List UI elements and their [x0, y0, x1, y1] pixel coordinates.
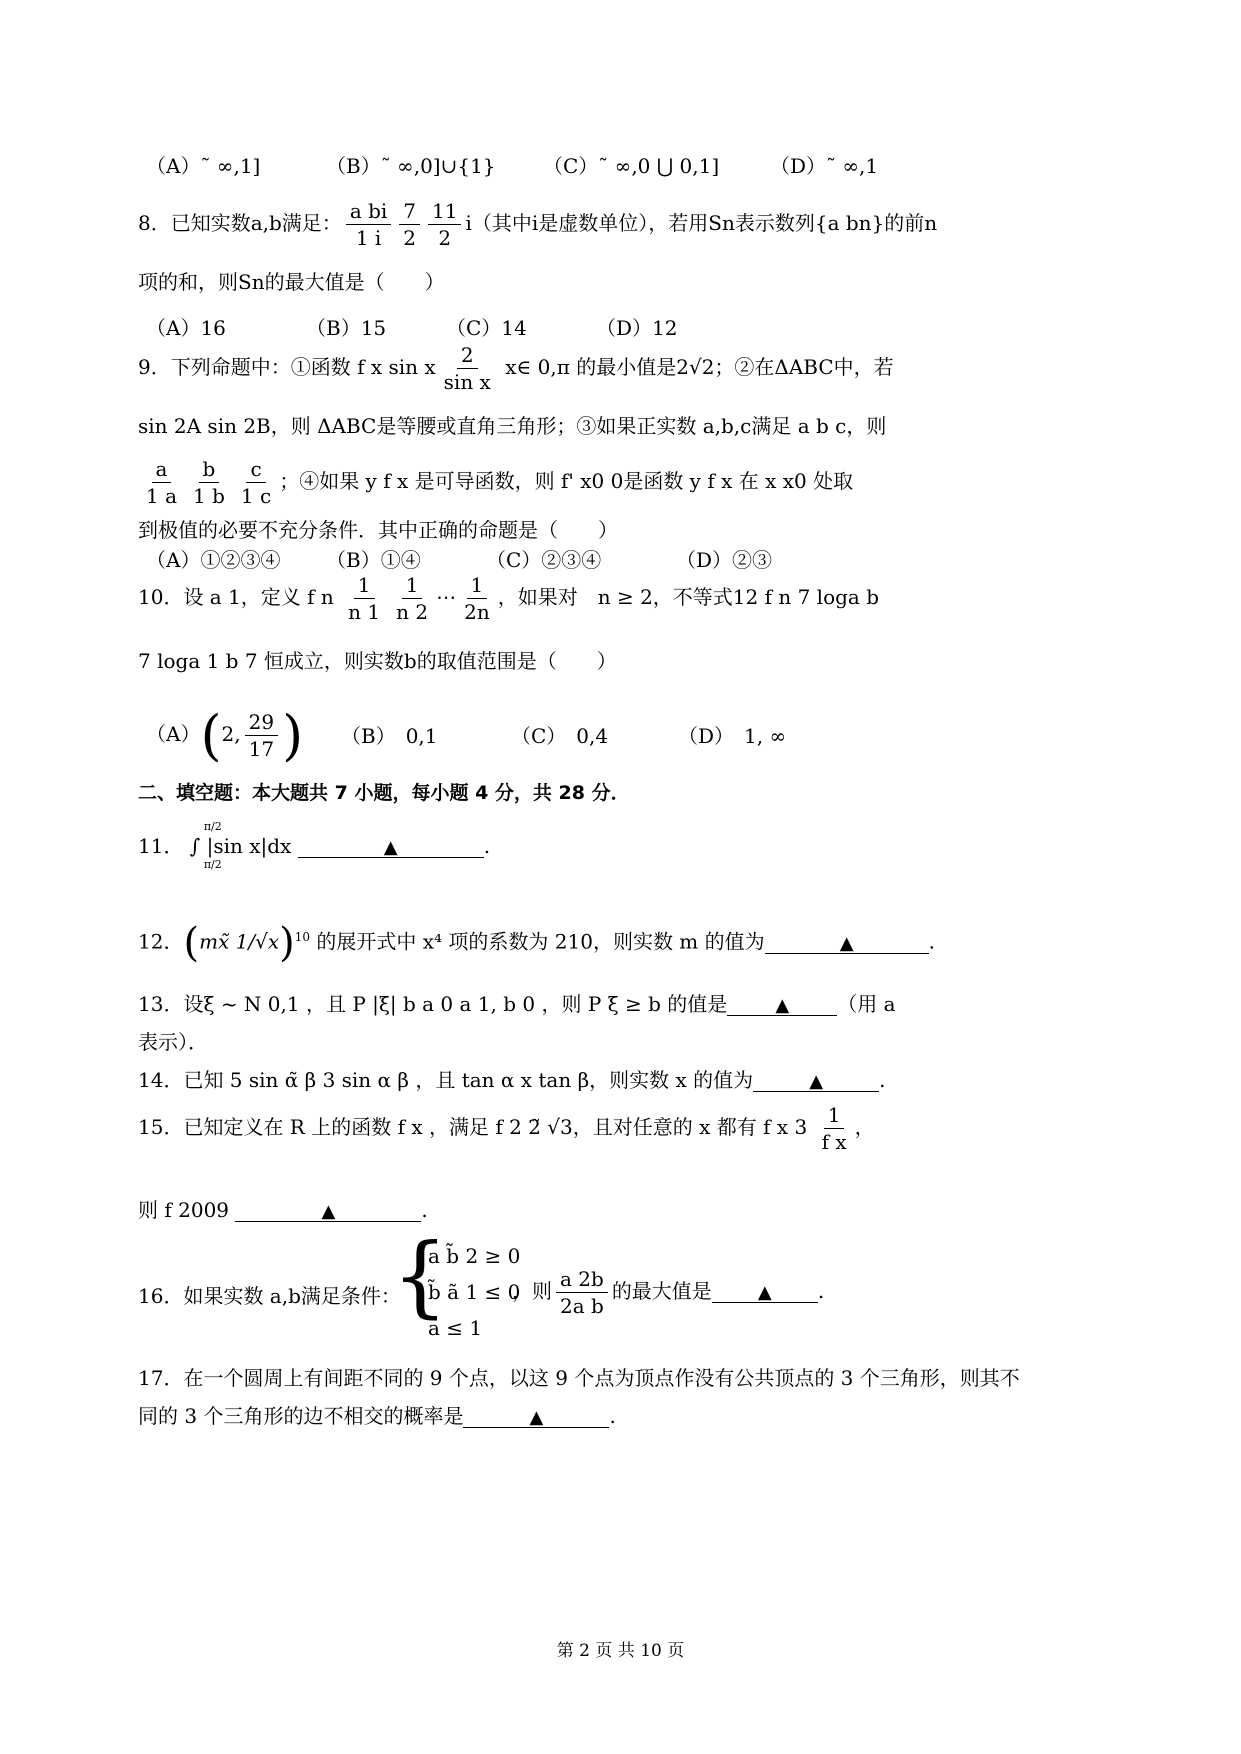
- q7-option-b: （B）˜ ∞,0]∪{1}: [326, 154, 496, 178]
- q8-lhs-fraction: [346, 198, 391, 251]
- q16-frac-den: 2a b: [560, 1294, 604, 1318]
- q9-f2-den: 1 b: [193, 484, 225, 508]
- q14-end: .: [879, 1068, 886, 1092]
- q10-option-a-den: 17: [248, 737, 275, 761]
- q12-end: .: [928, 929, 935, 954]
- question-15: [138, 1102, 875, 1155]
- question-16: 16．如果实数 a,b满足条件：: [138, 1284, 401, 1308]
- q15-triangle: ▲: [321, 1201, 336, 1222]
- q17-end: .: [609, 1404, 616, 1428]
- q16-system: [428, 1238, 520, 1346]
- q9-f1-den: 1 a: [146, 484, 178, 508]
- q8-option-d: （D）12: [596, 316, 678, 340]
- question-17: 17．在一个圆周上有间距不同的 9 个点，以这 9 个点为顶点作没有公共顶点的 3 个三角形，则其不: [138, 1366, 1020, 1390]
- q9-line-4: 到极值的必要不充分条件．其中正确的命题是（ ）: [138, 518, 618, 542]
- question-12: 12．(mx̃ 1/√x)$^{10}$ 的展开式中 x⁴ 项的系数为 210，则实数 m 的值为 ▲ .: [138, 920, 935, 966]
- q8-lhs-num: a bi: [346, 198, 391, 225]
- q17-triangle: ▲: [529, 1407, 544, 1428]
- q14-triangle: ▲: [809, 1071, 824, 1092]
- q16-brace: {: [392, 1224, 448, 1327]
- q13-after: （用 a: [837, 992, 896, 1016]
- q9-option-b: （B）①④: [326, 548, 421, 572]
- q10-pre: 10．设 a 1，定义 f n: [138, 585, 341, 609]
- q16-condition-3: a ≤ 1: [428, 1316, 483, 1340]
- q15-line-2-text: 则 f 2009: [138, 1198, 236, 1222]
- q8-option-a: （A）16: [146, 316, 226, 340]
- q9-f1-num: a: [152, 456, 172, 483]
- q10-option-a-fraction: [245, 709, 278, 762]
- q11-pre: 11．: [138, 834, 184, 858]
- q10-option-a-left: 2,: [221, 722, 241, 746]
- q8-rhs-num: 11: [428, 198, 461, 225]
- q9-fraction: [440, 342, 495, 395]
- q11-integral: ∫ |sin x|dx: [189, 834, 292, 858]
- q10-f2-num: 1: [402, 572, 423, 599]
- q9-post: x∈ 0,π 的最小值是2√2；②在ΔABC中，若: [498, 355, 894, 379]
- q11-triangle: ▲: [383, 837, 398, 858]
- q8-line-2: 项的和，则Sn的最大值是（ ）: [138, 270, 445, 294]
- q15-line-1: 15．已知定义在 R 上的函数 f x ，满足 f 2 2̃ √3，且对任意的 x 都有 f x 3: [138, 1115, 814, 1139]
- q12-exponent: 10: [294, 929, 311, 944]
- q13-triangle: ▲: [775, 995, 790, 1016]
- q12-answer-blank[interactable]: [765, 931, 929, 954]
- q12-pre: 12．: [138, 929, 184, 954]
- q10-option-c: （C） 0,4: [511, 724, 609, 748]
- question-9: [138, 342, 894, 395]
- q15-line-2: [138, 1194, 428, 1223]
- q8-post: i（其中i是虚数单位），若用Sn表示数列{a bn}的前n: [465, 211, 938, 235]
- q10-f3-num: 1: [467, 572, 488, 599]
- q10-f3-den: 2n: [464, 600, 490, 624]
- q8-option-c: （C）14: [446, 316, 527, 340]
- q8-lhs-den: 1 i: [355, 226, 382, 250]
- q10-f3: [460, 572, 494, 625]
- q9-option-a: （A）①②③④: [146, 548, 281, 572]
- q8-rhs-fraction: [428, 198, 461, 251]
- q10-f2: [392, 572, 432, 625]
- q16-fraction: [556, 1266, 608, 1319]
- q11-lower: π/2: [203, 858, 222, 871]
- q9-f3-den: 1 c: [240, 484, 272, 508]
- question-10: [138, 572, 879, 625]
- q9-f3-num: c: [246, 456, 265, 483]
- q17-line-2-text: 同的 3 个三角形的边不相交的概率是: [138, 1404, 464, 1428]
- q10-f1-den: n 1: [348, 600, 381, 624]
- q16-mid: ，则: [512, 1279, 552, 1303]
- q15-frac-num: 1: [824, 1102, 845, 1129]
- q8-rhs-den: 2: [438, 226, 452, 250]
- q16-condition-1: a b̃ 2 ≥ 0: [428, 1244, 521, 1268]
- q10-f1-num: 1: [354, 572, 375, 599]
- q7-option-d: （D）˜ ∞,1: [770, 154, 879, 178]
- q17-line-2: [138, 1400, 616, 1429]
- q16-end: .: [817, 1279, 825, 1303]
- q10-f2-den: n 2: [396, 600, 429, 624]
- q10-option-a-num: 29: [245, 709, 278, 736]
- q13-answer-blank[interactable]: [727, 993, 837, 1016]
- q16-triangle: ▲: [757, 1282, 772, 1303]
- q11-answer-blank[interactable]: [298, 835, 484, 858]
- page-footer: 第 2 页 共 10 页: [556, 1641, 685, 1661]
- q10-f1: [344, 572, 384, 625]
- question-13: [138, 988, 896, 1017]
- q11-end: .: [483, 834, 491, 858]
- q10-line-2: 7 loga 1 b 7 恒成立，则实数b的取值范围是（ ）: [138, 649, 617, 673]
- q15-end: .: [421, 1198, 428, 1222]
- q16-answer-blank[interactable]: [712, 1280, 818, 1303]
- q10-option-b: （B） 0,1: [341, 724, 438, 748]
- q9-line-3-post: ；④如果 y f x 是可导函数，则 f' x0 0是函数 y f x 在 x x0 处取: [279, 469, 854, 493]
- q12-text: 的展开式中 x⁴ 项的系数为 210，则实数 m 的值为: [316, 929, 765, 954]
- q9-f2: [189, 456, 229, 509]
- q9-option-d: （D）②③: [676, 548, 773, 572]
- q16-frac-num: a 2b: [556, 1266, 608, 1293]
- q10-dots: ⋯: [436, 585, 457, 609]
- q7-option-c: （C）˜ ∞,0 ⋃ 0,1]: [543, 154, 720, 178]
- q8-mid-fraction: [399, 198, 420, 251]
- q15-fraction: [818, 1102, 851, 1155]
- q16-post: 的最大值是: [611, 1279, 712, 1303]
- question-8: [138, 198, 937, 251]
- q14-text: 14．已知 5 sin α̃ β 3 sin α β ，且 tan α x tan β，则实数 x 的值为: [138, 1068, 754, 1092]
- question-14: [138, 1064, 886, 1093]
- q7-option-a: （A）˜ ∞,1]: [146, 154, 261, 178]
- q15-frac-den: f x: [821, 1130, 847, 1154]
- q17-answer-blank[interactable]: [463, 1405, 609, 1428]
- q12-expr: mx̃ 1/√x: [199, 929, 280, 954]
- section-2-heading: 二、填空题：本大题共 7 小题，每小题 4 分，共 28 分．: [138, 782, 630, 804]
- q16-rest: [512, 1266, 824, 1319]
- q9-option-c: （C）②③④: [486, 548, 602, 572]
- q10-option-a: （A）(2, $\frac{29}{17}$ ): [146, 704, 304, 767]
- q9-frac-num: 2: [457, 342, 478, 369]
- q12-triangle: ▲: [839, 932, 854, 954]
- q9-f3: [237, 456, 275, 509]
- q10-option-a-label: （A）: [146, 722, 201, 746]
- q9-pre: 9．下列命题中：①函数 f x sin x: [138, 355, 436, 379]
- q11-upper: π/2: [203, 820, 222, 833]
- q16-condition-2: b̃ ã 1 ≤ 0: [428, 1280, 521, 1304]
- q15-answer-blank[interactable]: [235, 1199, 421, 1222]
- q8-option-b: （B）15: [306, 316, 387, 340]
- q13-line-1: 13．设ξ ~ N 0,1 ，且 P |ξ| b a 0 a 1, b 0 ，则 P ξ ≥ b 的值是: [138, 992, 728, 1016]
- q10-post: ，如果对 n ≥ 2，不等式12 f n 7 loga b: [497, 585, 880, 609]
- q13-line-2: 表示）．: [138, 1030, 208, 1054]
- question-11: [138, 820, 491, 871]
- q9-frac-den: sin x: [443, 370, 491, 394]
- q8-pre: 8．已知实数a,b满足：: [138, 211, 342, 235]
- q15-line-1-end: ，: [854, 1115, 875, 1139]
- q8-mid-num: 7: [399, 198, 420, 225]
- q8-mid-den: 2: [403, 226, 417, 250]
- q14-answer-blank[interactable]: [753, 1069, 879, 1092]
- q10-option-d: （D） 1, ∞: [678, 724, 787, 748]
- q9-line-3: [138, 456, 853, 509]
- q9-f1: [142, 456, 181, 509]
- q9-line-2: sin 2A sin 2B，则 ΔABC是等腰或直角三角形；③如果正实数 a,b,c满足 a b c，则: [138, 414, 887, 438]
- q9-f2-num: b: [199, 456, 220, 483]
